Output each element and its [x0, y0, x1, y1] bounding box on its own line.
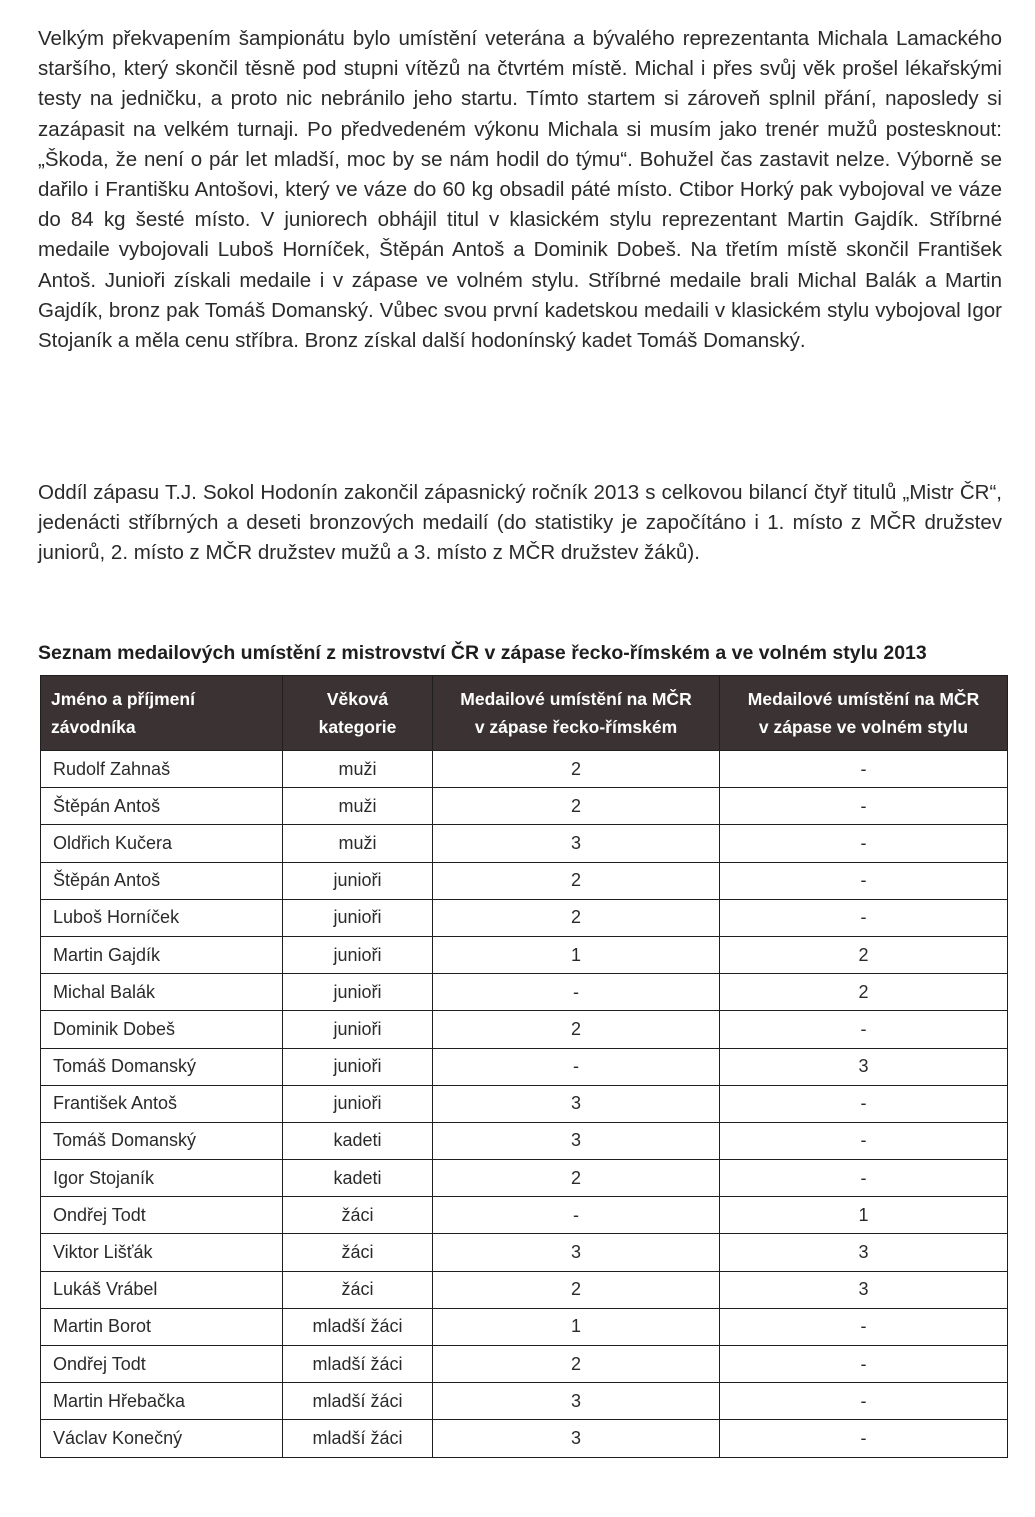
cell-name: Štěpán Antoš	[41, 862, 283, 899]
cell-category: mladší žáci	[283, 1308, 433, 1345]
table-row	[41, 1048, 1008, 1085]
cell-greco: 2	[433, 1160, 720, 1197]
table-row	[41, 1122, 1008, 1159]
header-name-line2: závodníka	[51, 717, 136, 737]
header-name	[41, 676, 283, 751]
cell-free: -	[720, 788, 1008, 825]
cell-name: Igor Stojaník	[41, 1160, 283, 1197]
cell-name: František Antoš	[41, 1085, 283, 1122]
cell-greco: -	[433, 1197, 720, 1234]
cell-free: -	[720, 1308, 1008, 1345]
cell-free: 3	[720, 1048, 1008, 1085]
table-row	[41, 1383, 1008, 1420]
cell-name: Tomáš Domanský	[41, 1122, 283, 1159]
cell-name: Viktor Lišťák	[41, 1234, 283, 1271]
cell-greco: 3	[433, 1122, 720, 1159]
cell-name: Dominik Dobeš	[41, 1011, 283, 1048]
cell-category: mladší žáci	[283, 1346, 433, 1383]
header-greco-line2: v zápase řecko-římském	[474, 717, 678, 737]
body-paragraph-2: Oddíl zápasu T.J. Sokol Hodonín zakončil zápasnický ročník 2013 s celkovou bilancí čtyř titulů „Mistr ČR“, jedenácti stříbrných a deseti bronzových medailí (do statistiky je započítáno i 1. místo z MČR družstev juniorů, 2. místo z MČR družstev mužů a 3. místo z MČR družstev žáků).	[38, 481, 1002, 565]
cell-category: žáci	[283, 1234, 433, 1271]
cell-name: Tomáš Domanský	[41, 1048, 283, 1085]
cell-free: 1	[720, 1197, 1008, 1234]
cell-free: -	[720, 1420, 1008, 1457]
cell-greco: 2	[433, 862, 720, 899]
header-greco-line1: Medailové umístění na MČR	[460, 689, 692, 709]
cell-greco: -	[433, 974, 720, 1011]
header-name-line1: Jméno a příjmení	[51, 689, 195, 709]
cell-free: -	[720, 1383, 1008, 1420]
table-row	[41, 1420, 1008, 1457]
cell-name: Lukáš Vrábel	[41, 1271, 283, 1308]
cell-free: -	[720, 1011, 1008, 1048]
table-row	[41, 1308, 1008, 1345]
cell-category: muži	[283, 751, 433, 788]
header-category-line2: kategorie	[318, 717, 397, 737]
table-row	[41, 825, 1008, 862]
cell-free: -	[720, 751, 1008, 788]
cell-greco: 2	[433, 788, 720, 825]
cell-free: 2	[720, 936, 1008, 973]
cell-free: -	[720, 1122, 1008, 1159]
table-row	[41, 936, 1008, 973]
cell-category: kadeti	[283, 1122, 433, 1159]
cell-greco: 2	[433, 1271, 720, 1308]
header-category-line1: Věková	[326, 689, 389, 709]
cell-name: Štěpán Antoš	[41, 788, 283, 825]
cell-category: mladší žáci	[283, 1383, 433, 1420]
cell-category: junioři	[283, 862, 433, 899]
table-row	[41, 1197, 1008, 1234]
cell-category: žáci	[283, 1271, 433, 1308]
cell-free: -	[720, 899, 1008, 936]
medal-table-body	[41, 751, 1008, 1458]
cell-category: muži	[283, 788, 433, 825]
cell-name: Václav Konečný	[41, 1420, 283, 1457]
cell-name: Martin Hřebačka	[41, 1383, 283, 1420]
table-row	[41, 899, 1008, 936]
cell-greco: 2	[433, 751, 720, 788]
header-greco-roman	[433, 676, 720, 751]
table-row	[41, 974, 1008, 1011]
medal-table	[40, 675, 1008, 1458]
cell-greco: 1	[433, 936, 720, 973]
cell-greco: 2	[433, 1011, 720, 1048]
cell-greco: 2	[433, 1346, 720, 1383]
cell-category: junioři	[283, 899, 433, 936]
cell-name: Luboš Horníček	[41, 899, 283, 936]
header-category	[283, 676, 433, 751]
table-row	[41, 1271, 1008, 1308]
cell-free: 3	[720, 1234, 1008, 1271]
cell-free: 3	[720, 1271, 1008, 1308]
table-row	[41, 1011, 1008, 1048]
cell-greco: 3	[433, 1420, 720, 1457]
table-row	[41, 862, 1008, 899]
cell-greco: 2	[433, 899, 720, 936]
cell-category: muži	[283, 825, 433, 862]
header-row	[41, 676, 1008, 751]
cell-greco: 3	[433, 1234, 720, 1271]
cell-category: junioři	[283, 1011, 433, 1048]
cell-category: mladší žáci	[283, 1420, 433, 1457]
cell-free: -	[720, 1085, 1008, 1122]
header-free-line1: Medailové umístění na MČR	[747, 689, 980, 709]
table-row	[41, 788, 1008, 825]
medal-table-header	[41, 676, 1008, 751]
cell-free: -	[720, 1160, 1008, 1197]
cell-name: Rudolf Zahnaš	[41, 751, 283, 788]
table-title: Seznam medailových umístění z mistrovství ČR v zápase řecko-římském a ve volném stylu 2013	[38, 642, 927, 664]
cell-name: Ondřej Todt	[41, 1346, 283, 1383]
cell-greco: 3	[433, 1085, 720, 1122]
table-row	[41, 1346, 1008, 1383]
table-row	[41, 751, 1008, 788]
header-free-line2: v zápase ve volném stylu	[758, 717, 969, 737]
cell-free: -	[720, 1346, 1008, 1383]
table-row	[41, 1234, 1008, 1271]
cell-category: junioři	[283, 974, 433, 1011]
cell-name: Martin Gajdík	[41, 936, 283, 973]
cell-name: Martin Borot	[41, 1308, 283, 1345]
table-row	[41, 1085, 1008, 1122]
cell-name: Ondřej Todt	[41, 1197, 283, 1234]
cell-category: kadeti	[283, 1160, 433, 1197]
cell-free: -	[720, 862, 1008, 899]
cell-name: Michal Balák	[41, 974, 283, 1011]
cell-free: -	[720, 825, 1008, 862]
cell-greco: -	[433, 1048, 720, 1085]
header-freestyle	[720, 676, 1008, 751]
table-row	[41, 1160, 1008, 1197]
cell-category: junioři	[283, 1048, 433, 1085]
cell-category: žáci	[283, 1197, 433, 1234]
cell-free: 2	[720, 974, 1008, 1011]
cell-greco: 3	[433, 825, 720, 862]
body-paragraph-1: Velkým překvapením šampionátu bylo umístění veterána a bývalého reprezentanta Michala Lamackého staršího, který skončil těsně pod stupni vítězů na čtvrtém místě. Michal i přes svůj věk prošel lékařskými testy na jedničku, a proto nic nebránilo jeho startu. Tímto startem si zároveň splnil přání, naposledy si zazápasit na velkém turnaji. Po předvedeném výkonu Michala si musím jako trenér mužů postesknout: „Škoda, že není o pár let mladší, moc by se nám hodil do týmu“. Bohužel čas zastavit nelze. Výborně se dařilo i Františku Antošovi, který ve váze do 60 kg obsadil páté místo. Ctibor Horký pak vybojoval ve váze do 84 kg šesté místo. V juniorech obhájil titul v klasickém stylu reprezentant Martin Gajdík. Stříbrné medaile vybojovali Luboš Horníček, Štěpán Antoš a Dominik Dobeš. Na třetím místě skončil František Antoš. Junioři získali medaile i v zápase ve volném stylu. Stříbrné medaile brali Michal Balák a Martin Gajdík, bronz pak Tomáš Domanský. Vůbec svou první kadetskou medaili v klasickém stylu vybojoval Igor Stojaník a měla cenu stříbra. Bronz získal další hodonínský kadet Tomáš Domanský.	[38, 27, 1002, 353]
cell-category: junioři	[283, 936, 433, 973]
cell-category: junioři	[283, 1085, 433, 1122]
cell-greco: 1	[433, 1308, 720, 1345]
cell-name: Oldřich Kučera	[41, 825, 283, 862]
cell-greco: 3	[433, 1383, 720, 1420]
